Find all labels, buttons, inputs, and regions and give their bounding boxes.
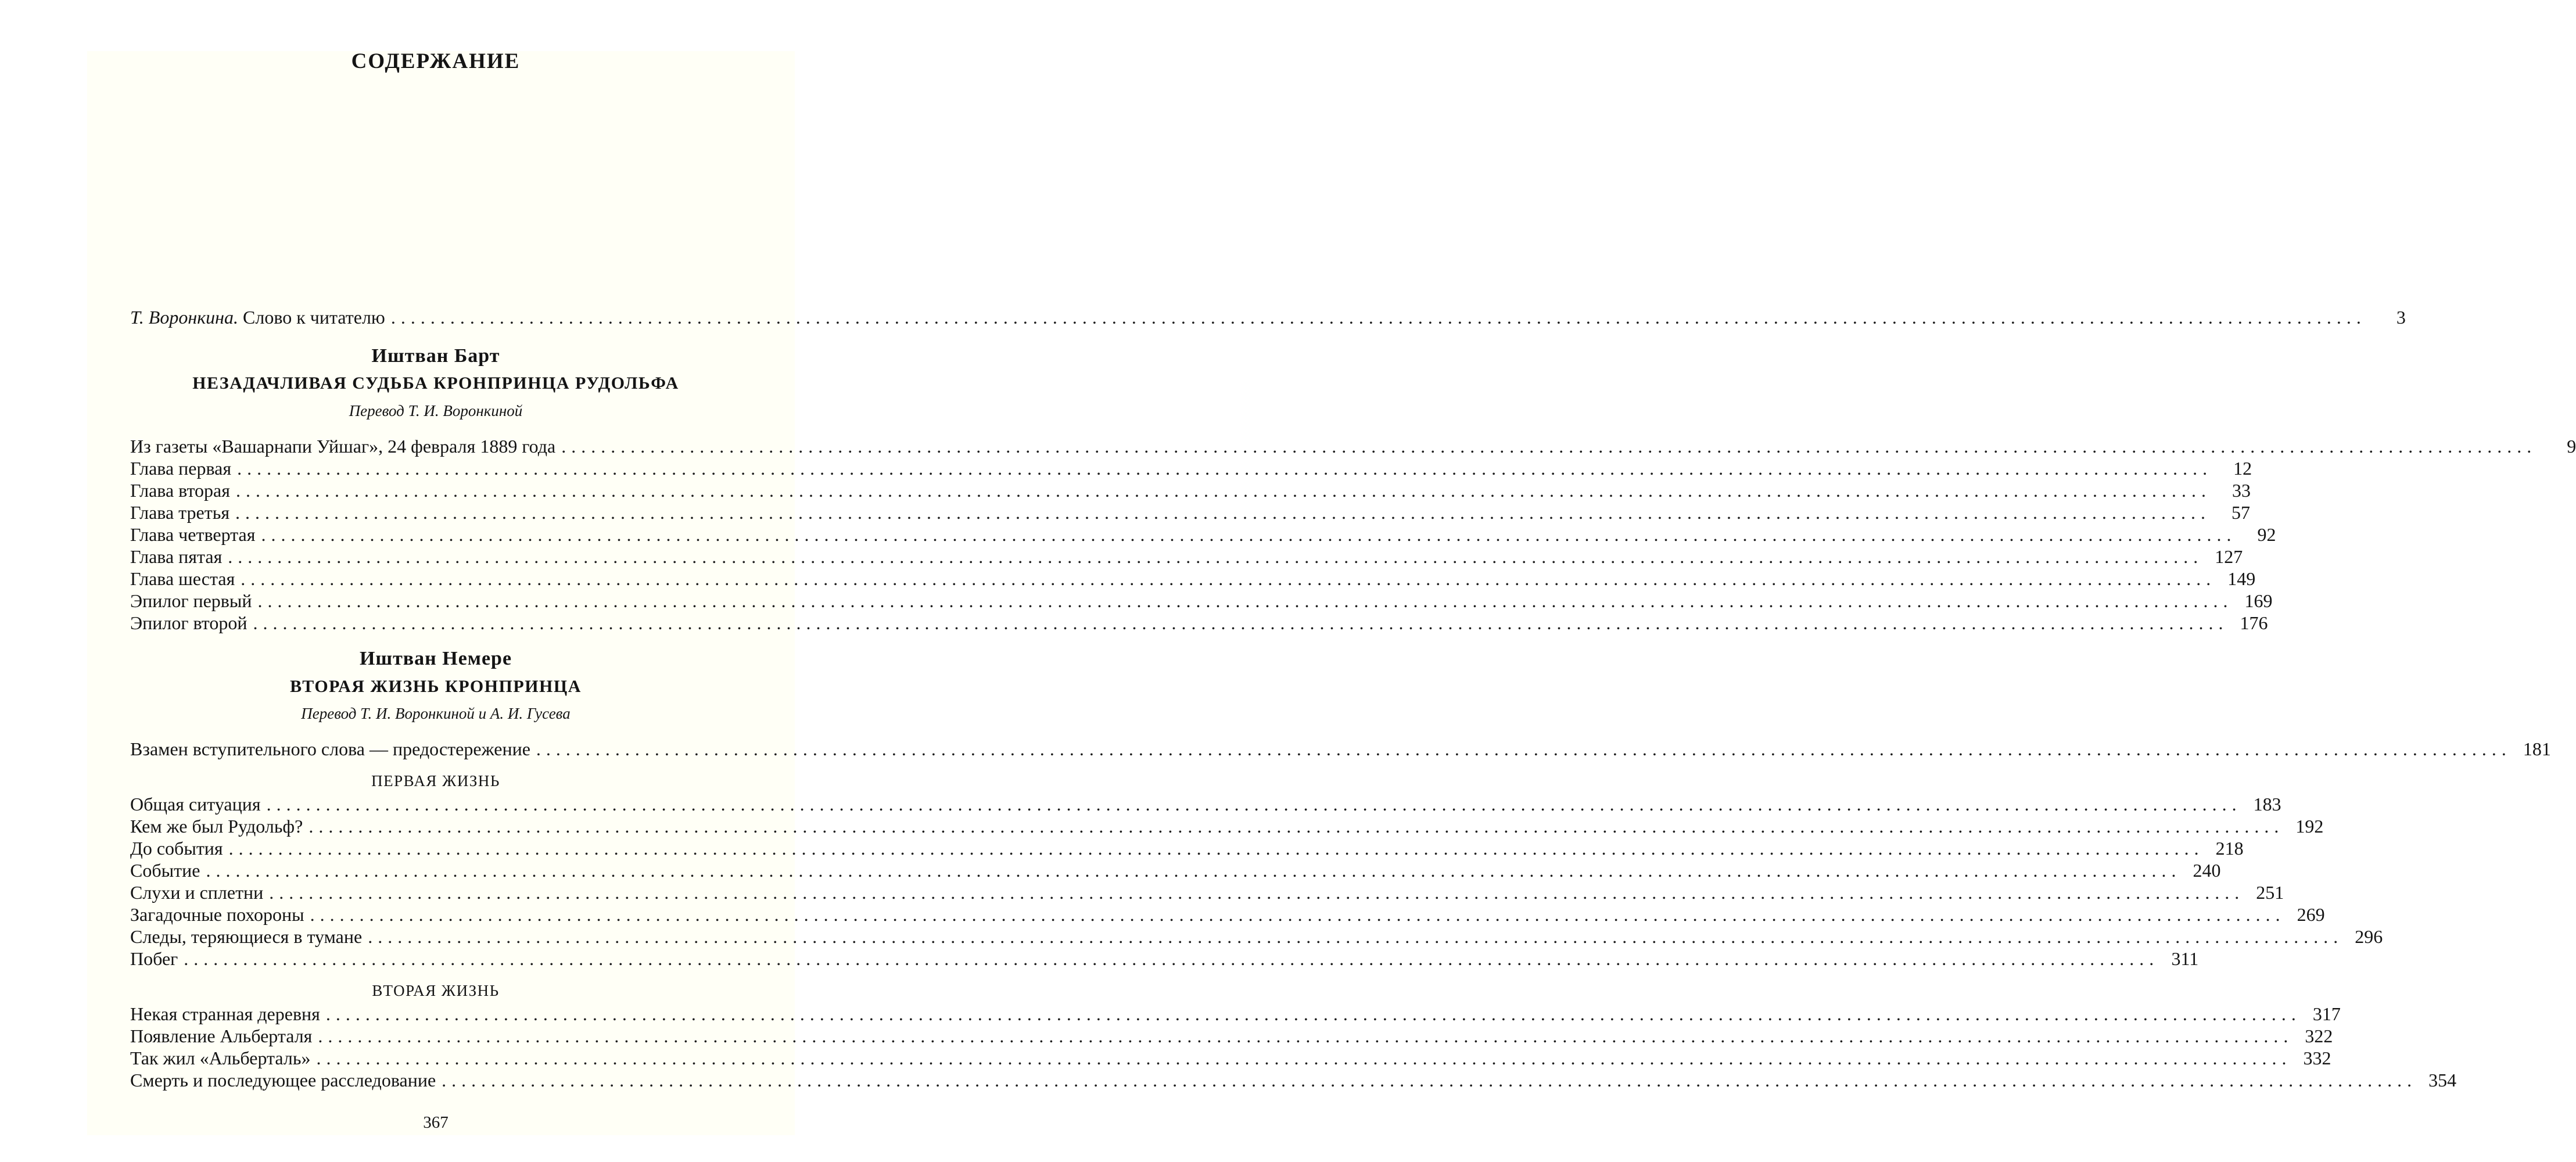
dot-leader: ........................................................................................................................................................................................................ xyxy=(316,1048,2292,1068)
toc-entry-label xyxy=(130,306,385,328)
dot-leader: ........................................................................................................................................................................................................ xyxy=(235,480,2211,501)
toc-page-number: 296 xyxy=(2355,926,2383,947)
toc-entry xyxy=(130,501,2251,523)
toc-entry-label: Глава вторая xyxy=(130,480,230,501)
toc-entry-label: Событие xyxy=(130,860,200,881)
toc-entry xyxy=(130,948,2199,970)
dot-leader: ........................................................................................................................................................................................................ xyxy=(261,524,2237,545)
dot-leader: ........................................................................................................................................................................................................ xyxy=(237,458,2213,479)
toc-entry-label: Эпилог первый xyxy=(130,590,252,611)
toc-entry-label: Некая странная деревня xyxy=(130,1003,320,1024)
toc-entry xyxy=(130,793,2281,815)
toc-entry xyxy=(130,1069,2457,1091)
toc-page-number: 127 xyxy=(2215,546,2243,567)
toc-entry xyxy=(130,926,2383,948)
toc-entry xyxy=(130,815,2324,837)
dot-leader: ........................................................................................................................................................................................................ xyxy=(310,904,2286,925)
toc-entry-label: Общая ситуация xyxy=(130,794,261,815)
work1-translator: Перевод Т. И. Воронкиной xyxy=(349,402,523,419)
toc-page-number: 92 xyxy=(2257,524,2276,545)
dot-leader: ........................................................................................................................................................................................................ xyxy=(257,590,2233,611)
toc-entry xyxy=(130,457,2252,479)
toc-page-number: 183 xyxy=(2253,794,2281,815)
toc-entry-label: Слухи и сплетни xyxy=(130,882,264,903)
toc-entry-label: Взамен вступительного слова — предостережение xyxy=(130,738,530,759)
toc-page-number: 354 xyxy=(2428,1070,2457,1091)
toc-entry-label: Глава шестая xyxy=(130,568,235,589)
toc-page-number: 176 xyxy=(2240,612,2268,633)
toc-page-number: 9 xyxy=(2567,436,2576,457)
work2-author: Иштван Немере xyxy=(359,648,512,669)
toc-page-number: 33 xyxy=(2231,480,2251,501)
dot-leader: ........................................................................................................................................................................................................ xyxy=(308,816,2284,837)
work2-translator: Перевод Т. И. Воронкиной и А. И. Гусева xyxy=(301,705,571,722)
toc-entry xyxy=(130,1047,2331,1069)
dot-leader: ........................................................................................................................................................................................................ xyxy=(442,1070,2417,1091)
toc-entry xyxy=(130,590,2273,612)
toc-page-number: 3 xyxy=(2396,307,2406,328)
toc-entry-intro xyxy=(130,738,2551,760)
toc-entry xyxy=(130,1025,2333,1047)
dot-leader: ........................................................................................................................................................................................................ xyxy=(390,307,2366,328)
toc-entry-label: Кем же был Рудольф? xyxy=(130,816,303,837)
toc-entry xyxy=(130,568,2256,590)
dot-leader: ........................................................................................................................................................................................................ xyxy=(241,568,2216,589)
toc-entry xyxy=(130,859,2221,881)
toc-entry-label: Так жил «Альберталь» xyxy=(130,1048,311,1068)
toc-page-number: 181 xyxy=(2523,738,2551,759)
page-number: 367 xyxy=(423,1113,449,1132)
toc-page-number: 317 xyxy=(2312,1003,2341,1024)
dot-leader: ........................................................................................................................................................................................................ xyxy=(266,794,2242,815)
part1-heading: ПЕРВАЯ ЖИЗНЬ xyxy=(371,772,500,790)
toc-entry-label: Смерть и последующее расследование xyxy=(130,1070,436,1091)
dot-leader: ........................................................................................................................................................................................................ xyxy=(253,612,2229,633)
toc-entry-label: Появление Альберталя xyxy=(130,1025,313,1046)
toc-page-number: 332 xyxy=(2303,1048,2331,1068)
toc-entry-label: Побег xyxy=(130,948,178,969)
toc-entry xyxy=(130,546,2243,568)
dot-leader: ........................................................................................................................................................................................................ xyxy=(228,838,2204,859)
dot-leader: ........................................................................................................................................................................................................ xyxy=(184,948,2159,969)
work2-title: ВТОРАЯ ЖИЗНЬ КРОНПРИНЦА xyxy=(290,677,582,696)
toc-entry xyxy=(130,1003,2341,1025)
dot-leader: ........................................................................................................................................................................................................ xyxy=(269,882,2245,903)
toc-entry-label: Глава четвертая xyxy=(130,524,256,545)
dot-leader: ........................................................................................................................................................................................................ xyxy=(368,926,2344,947)
dot-leader: ........................................................................................................................................................................................................ xyxy=(325,1003,2301,1024)
toc-page-number: 192 xyxy=(2295,816,2324,837)
toc-entry xyxy=(130,479,2251,501)
dot-leader: ........................................................................................................................................................................................................ xyxy=(206,860,2182,881)
toc-page-number: 240 xyxy=(2193,860,2221,881)
toc-page-number: 149 xyxy=(2227,568,2256,589)
toc-page-number: 169 xyxy=(2244,590,2273,611)
work1-author: Иштван Барт xyxy=(371,345,500,367)
toc-entry xyxy=(130,523,2276,546)
toc-entry xyxy=(130,612,2268,634)
toc-page-number: 269 xyxy=(2297,904,2325,925)
toc-page-number: 311 xyxy=(2171,948,2199,969)
part2-heading: ВТОРАЯ ЖИЗНЬ xyxy=(372,982,500,999)
toc-entry-label: Глава третья xyxy=(130,502,230,523)
toc-entry-label: Эпилог второй xyxy=(130,612,247,633)
toc-entry-label: Следы, теряющиеся в тумане xyxy=(130,926,363,947)
toc-entry xyxy=(130,903,2325,926)
toc-entry-label: Глава пятая xyxy=(130,546,223,567)
dot-leader: ........................................................................................................................................................................................................ xyxy=(561,436,2537,457)
toc-page-number: 322 xyxy=(2305,1025,2333,1046)
toc-entry-label: До события xyxy=(130,838,223,859)
page-title: СОДЕРЖАНИЕ xyxy=(351,49,521,73)
toc-page-number: 251 xyxy=(2256,882,2284,903)
toc-entry-label: Глава первая xyxy=(130,458,232,479)
toc-entry xyxy=(130,881,2284,903)
toc-entry xyxy=(130,837,2244,859)
dot-leader: ........................................................................................................................................................................................................ xyxy=(318,1025,2294,1046)
dot-leader: ........................................................................................................................................................................................................ xyxy=(536,738,2512,759)
toc-page-number: 12 xyxy=(2233,458,2252,479)
toc-entry-preface xyxy=(130,306,2406,328)
dot-leader: ........................................................................................................................................................................................................ xyxy=(228,546,2204,567)
toc-entry-label: Загадочные похороны xyxy=(130,904,304,925)
preface-title: Слово к читателю xyxy=(243,307,385,328)
preface-author: Т. Воронкина. xyxy=(130,307,239,328)
toc-page-number: 218 xyxy=(2215,838,2244,859)
work1-title: НЕЗАДАЧЛИВАЯ СУДЬБА КРОНПРИНЦА РУДОЛЬФА xyxy=(192,374,679,393)
dot-leader: ........................................................................................................................................................................................................ xyxy=(235,502,2211,523)
toc-entry xyxy=(130,435,2576,457)
toc-entry-label: Из газеты «Вашарнапи Уйшаг», 24 февраля 1889 года xyxy=(130,436,556,457)
toc-page-number: 57 xyxy=(2231,502,2251,523)
